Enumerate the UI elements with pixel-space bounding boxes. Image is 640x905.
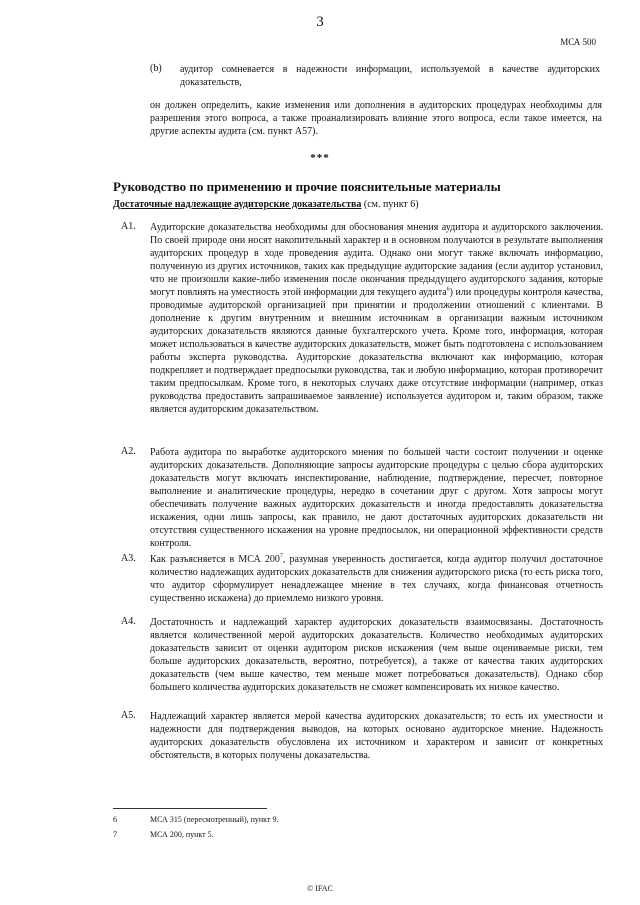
footnote-text: МСА 200, пункт 5. xyxy=(150,830,214,839)
list-item-text: аудитор сомневается в надежности информации, используемой в качестве аудиторских доказательств, xyxy=(180,64,600,88)
footnote-marker: 6 xyxy=(446,286,450,293)
list-item-label: (b) xyxy=(150,63,162,74)
page-number: 3 xyxy=(316,14,324,30)
paragraph-text-part: Как разъясняется в МСА 200 xyxy=(150,554,280,565)
footnote-number: 6 xyxy=(113,815,117,824)
footnote-divider xyxy=(113,808,267,809)
paragraph-label: A2. xyxy=(121,446,136,457)
conclusion-paragraph: он должен определить, какие изменения или дополнения в аудиторских процедурах необходимы для разрешения этого вопроса, а также проанализировать влияние этого вопроса, если такое имеется, на другие аспекты аудита (см. пункт А57). xyxy=(150,100,602,137)
footnote-number: 7 xyxy=(113,830,117,839)
paragraph-text xyxy=(150,221,603,416)
header-standard-ref: МСА 500 xyxy=(560,37,596,47)
paragraph-text xyxy=(150,446,603,550)
paragraph-text xyxy=(150,553,603,605)
paragraph-text xyxy=(150,710,603,762)
footnote-marker: 7 xyxy=(279,553,283,560)
subsection-title: Достаточные надлежащие аудиторские доказательства xyxy=(113,199,362,210)
section-separator: *** xyxy=(310,152,330,164)
paragraph-text-part: Достаточность и надлежащий характер аудиторских доказательств взаимосвязаны. Достаточность является количественной мерой аудиторских доказательств. Количество необходимых аудиторских доказательств зависит от оценки аудитором рисков искажения (чем выше оцениваемые риски, тем больше аудиторских доказательств, вероятно, потребуется), а также от качества таких аудиторских доказательств (чем выше качество, тем меньше может потребоваться доказательств). Однако сбор большего количества аудиторских доказательств не сможет компенсировать их низкое качество. xyxy=(150,617,603,693)
paragraph-text-part: Аудиторские доказательства необходимы для обоснования мнения аудитора и аудиторского заключения. По своей природе они носят накопительный характер и в основном получаются в результате выполнения аудиторских процедур в ходе проведения аудита. Однако они могут также включать информацию, полученную из других источников, таких как предыдущие аудиторские задания (если аудитор установил, что не произошли какие-либо изменения после окончания предыдущего аудиторского задания, которые могут повлиять на уместность этой информации для текущего аудита xyxy=(150,222,603,298)
paragraph-text-part: Работа аудитора по выработке аудиторского мнения по большей части состоит получении и оценке аудиторских доказательств. Дополняющие запросы аудиторские процедуры с целью сбора аудиторских доказательств могут включать инспектирование, наблюдение, подтверждение, пересчет, повторное выполнение и аналитические процедуры, нередко в сочетании друг с другом. Хотя запросы могут обеспечивать получение важных аудиторских доказательств и иногда предоставлять доказательства искажения, одни лишь запросы, как правило, не дают достаточных аудиторских доказательств ни отсутствия существенного искажения на уровне предпосылок, ни операционной эффективности средств контроля. xyxy=(150,447,603,549)
paragraph-label: A5. xyxy=(121,710,136,721)
subsection-ref: (см. пункт 6) xyxy=(363,199,419,210)
paragraph-text-part: Надлежащий характер является мерой качества аудиторских доказательств; то есть их уместности и надежности для подтверждения выводов, на которых основано аудиторское мнение. Надежность аудиторских доказательств обусловлена их источником и характером и зависит от конкретных обстоятельств, в которых получены доказательства. xyxy=(150,711,603,761)
paragraph-label: A1. xyxy=(121,221,136,232)
footer-copyright: © IFAC xyxy=(307,884,333,893)
section-title: Руководство по применению и прочие пояснительные материалы xyxy=(113,179,501,194)
footnote-text: МСА 315 (пересмотренный), пункт 9. xyxy=(150,815,279,824)
paragraph-label: A3. xyxy=(121,553,136,564)
subsection-heading xyxy=(113,199,419,210)
paragraph-text-part: ) или процедуры контроля качества, проводимые аудиторской организацией при принятии и продолжении отношений с клиентами. В дополнение к другим внутренним и внешним источникам в организации важным источником аудиторских доказательств являются данные бухгалтерского учета. Кроме того, информация, которая может использоваться в качестве аудиторских доказательств, может быть подготовлена с использованием работы эксперта руководства. Аудиторские доказательства включают как информацию, которая подкрепляет и подтверждает предпосылки руководства, так и любую информацию, которая противоречит таким предпосылкам. Кроме того, в некоторых случаях даже отсутствие информации (например, отказ руководства предоставить запрашиваемое заявление) используется аудитором и, таким образом, также является аудиторским доказательством. xyxy=(150,287,603,415)
paragraph-label: A4. xyxy=(121,616,136,627)
paragraph-text xyxy=(150,616,603,694)
paragraph-text-part: , разумная уверенность достигается, когда аудитор получил достаточное количество надлежащих аудиторских доказательств для снижения аудиторского риска (то есть риска того, что аудитор сформулирует ненадлежащее мнение в тех случаях, когда финансовая отчетность существенно искажена) до приемлемо низкого уровня. xyxy=(150,554,603,604)
